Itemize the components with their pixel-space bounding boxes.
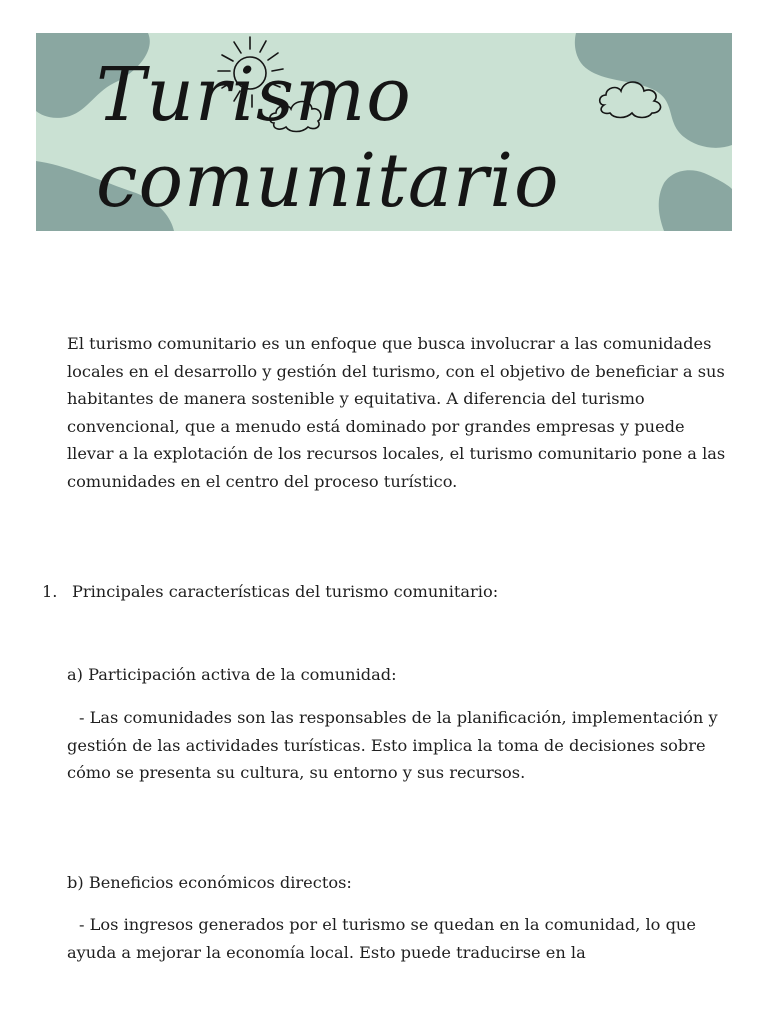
banner-title: Turismo comunitario [96,52,560,224]
item-b-text [67,911,727,966]
item-a-text [67,704,727,787]
header-banner [36,33,732,231]
section-title: Principales características del turismo comunitario: [72,582,499,601]
item-a-heading: a) Participación activa de la comunidad: [67,665,397,684]
section-heading [42,578,498,606]
item-a-text-content: - Las comunidades son las responsables de la planificación, implementación y gestión de las actividades turísticas. Esto implica la toma de decisiones sobre cómo se presenta su cultura, su entorno y sus recursos. [67,708,718,782]
item-b-text-content: - Los ingresos generados por el turismo se quedan en la comunidad, lo que ayuda a mejorar la economía local. Esto puede traducirse en la [67,915,696,962]
intro-paragraph: El turismo comunitario es un enfoque que busca involucrar a las comunidades locales en el desarrollo y gestión del turismo, con el objetivo de beneficiar a sus habitantes de manera sostenible y equitativa. A diferencia del turismo convencional, que a menudo está dominado por grandes empresas y puede llevar a la explotación de los recursos locales, el turismo comunitario pone a las comunidades en el centro del proceso turístico. [67,334,726,491]
section-number: 1. [42,582,58,601]
item-b-heading: b) Beneficios económicos directos: [67,873,352,892]
